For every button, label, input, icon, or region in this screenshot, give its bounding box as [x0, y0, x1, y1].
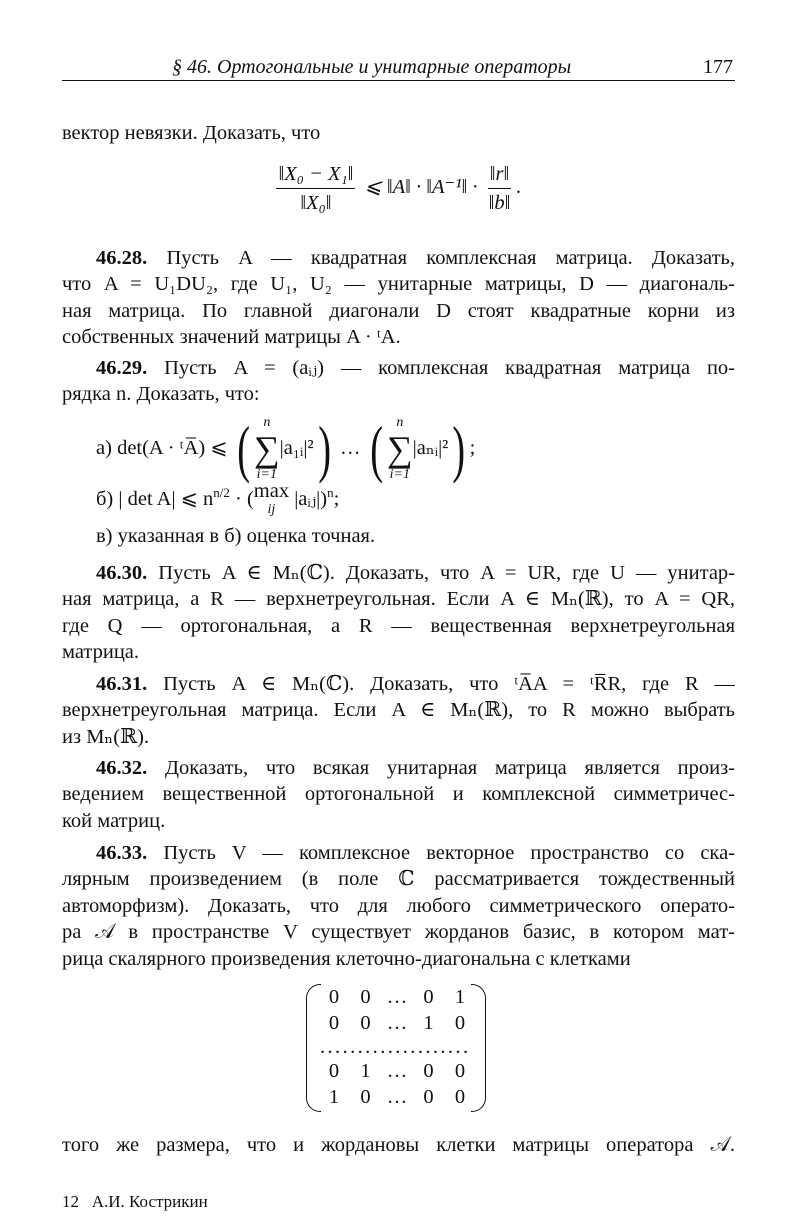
matrix-cell: 0	[423, 1060, 434, 1082]
problem-46-28	[62, 245, 735, 351]
matrix-dots-row: ....................	[320, 1038, 471, 1056]
problem-46-33	[62, 840, 735, 972]
text-line	[62, 560, 735, 586]
text-line	[62, 586, 735, 612]
line-text: из Mₙ(ℝ).	[62, 725, 150, 748]
text-line	[62, 808, 735, 834]
line-text: Пусть A = (aᵢⱼ) — комплексная квадратная матрица по-	[164, 357, 735, 379]
text-line	[62, 355, 735, 381]
text-line	[62, 755, 735, 781]
problem-46-32	[62, 755, 735, 834]
anti-diagonal-matrix	[306, 984, 486, 1112]
denominator: ‖X₀‖	[300, 192, 332, 214]
matrix-row	[320, 1010, 474, 1036]
item-b-post: |aᵢⱼ|)	[294, 487, 328, 510]
max-subscript: ij	[267, 502, 276, 517]
item-b-pre: | det A| ⩽ n	[118, 487, 214, 510]
fraction	[487, 160, 513, 217]
line-text: ная матрица, а R — верхнетреугольная. Если A ∈ Mₙ(ℝ), то A = QR,	[62, 588, 735, 611]
text-line	[62, 919, 735, 945]
matrix-cell: 0	[454, 1060, 466, 1082]
line-text: рица скалярного произведения клеточно-диагональна с клетками	[62, 947, 631, 970]
text-line	[62, 893, 735, 919]
matrix-row	[320, 984, 474, 1010]
norm-inequality-formula	[0, 160, 794, 217]
matrix-cell: 1	[360, 1060, 371, 1082]
matrix-cell: 0	[360, 1012, 371, 1034]
sum-term: |a₁ᵢ|²	[279, 437, 314, 459]
matrix-cell: 0	[328, 986, 340, 1008]
item-a	[96, 410, 475, 486]
line-text: лярным произведением (в поле ℂ рассматривается тождественный	[62, 868, 735, 891]
text-line	[62, 840, 735, 866]
sigma-icon: ∑	[386, 429, 413, 470]
problem-46-30	[62, 560, 735, 666]
left-paren: (	[236, 413, 250, 485]
ellipsis: …	[340, 437, 361, 459]
text-line	[62, 781, 735, 807]
matrix-cell: …	[386, 1012, 408, 1034]
closing-paragraph	[62, 1132, 735, 1158]
item-c: в) указанная в б) оценка точная.	[96, 525, 376, 547]
sum	[254, 414, 280, 484]
line-text: Пусть A — квадратная комплексная матрица. Доказать,	[166, 247, 735, 269]
formula-end: .	[516, 176, 522, 199]
text-line	[62, 245, 735, 271]
formula-middle: ⩽ ‖A‖ · ‖A⁻¹‖ ·	[364, 176, 478, 199]
text-line: вектор невязки. Доказать, что	[62, 122, 321, 144]
line-text: Пусть A ∈ Mₙ(ℂ). Доказать, что A = UR, где U — унитар-	[158, 562, 735, 584]
fraction	[276, 160, 355, 217]
text-line	[62, 946, 735, 972]
text-line: того же размера, что и жордановы клетки матрицы оператора 𝒜.	[62, 1134, 735, 1156]
item-label: б)	[96, 487, 114, 510]
problem-number: 46.33.	[96, 842, 148, 864]
text-line	[62, 381, 735, 407]
sum-lower: i=1	[389, 467, 410, 483]
sum-upper: n	[396, 415, 404, 431]
footer	[62, 1192, 208, 1212]
item-b-mid: · (	[229, 487, 254, 510]
line-text: матрица.	[62, 641, 140, 664]
matrix-cell: 0	[328, 1060, 340, 1082]
sum-upper: n	[263, 415, 271, 431]
numerator: ‖X₀ − X₁‖	[276, 160, 355, 189]
matrix-cell: 0	[423, 1086, 434, 1108]
right-paren: )	[317, 413, 331, 485]
matrix-cell: 0	[360, 1086, 371, 1108]
text-line	[62, 724, 735, 750]
matrix-cell: …	[386, 1060, 408, 1082]
sum	[387, 414, 413, 484]
problem-number: 46.29.	[96, 357, 148, 379]
footer-author: А.И. Кострикин	[91, 1192, 208, 1211]
matrix-cell: …	[386, 986, 408, 1008]
matrix-cell: 1	[423, 1012, 434, 1034]
matrix-cell: 0	[454, 1086, 466, 1108]
text-line	[62, 866, 735, 892]
line-text: где Q — ортогональная, а R — вещественная верхнетреугольная	[62, 614, 735, 637]
line-text: ная матрица. По главной диагонали D стоят квадратные корни из	[62, 299, 735, 322]
item-a-left: det(A · ᵗA̅) ⩽	[117, 437, 228, 459]
signature-number: 12	[62, 1192, 79, 1211]
text-line	[62, 324, 735, 350]
left-paren: (	[369, 413, 383, 485]
line-text: ра 𝒜 в пространстве V существует жорданов базис, в котором мат-	[62, 921, 735, 944]
line-text: Пусть V — комплексное векторное пространство со ска-	[163, 842, 735, 864]
item-label: а)	[96, 437, 112, 459]
intro-paragraph	[62, 120, 735, 146]
matrix-row	[320, 1084, 474, 1110]
running-header	[62, 56, 735, 81]
page-number: 177	[703, 56, 733, 78]
problem-number: 46.28.	[96, 247, 148, 269]
problem-number: 46.32.	[96, 757, 148, 779]
line-text: верхнетреугольная матрица. Если A ∈ Mₙ(ℝ), то R можно выбрать	[62, 699, 735, 722]
line-text: ведением вещественной ортогональной и комплексной симметричес-	[62, 783, 735, 806]
max-label: max	[253, 480, 290, 502]
line-text: кой матриц.	[62, 809, 166, 832]
item-b	[96, 480, 339, 518]
matrix-cell: 0	[360, 986, 371, 1008]
problem-number: 46.30.	[96, 562, 148, 584]
line-text: Доказать, что всякая унитарная матрица является произ-	[165, 757, 735, 779]
problem-46-31	[62, 671, 735, 750]
sum-term: |aₙᵢ|²	[412, 437, 449, 459]
problem-number: 46.31.	[96, 673, 148, 695]
numerator: ‖r‖	[488, 160, 512, 189]
exponent: n/2	[213, 485, 230, 500]
matrix-cell: …	[386, 1086, 408, 1108]
exponent: n	[327, 485, 334, 500]
header-title: § 46. Ортогональные и унитарные операторы	[172, 56, 572, 78]
text-line	[62, 671, 735, 697]
matrix-left-bracket	[306, 984, 321, 1112]
matrix-cell: 1	[328, 1086, 340, 1108]
line-text: автоморфизм). Доказать, что для любого симметрического операто-	[62, 894, 735, 917]
item-end: ;	[333, 487, 340, 510]
right-paren: )	[452, 413, 466, 485]
max-operator	[254, 480, 289, 518]
line-text: Пусть A ∈ Mₙ(ℂ). Доказать, что ᵗA̅A = ᵗR̅R, где R —	[163, 673, 735, 695]
text-line	[62, 271, 735, 297]
text-line	[62, 298, 735, 324]
text-line	[62, 613, 735, 639]
sum-lower: i=1	[256, 467, 277, 483]
sigma-icon: ∑	[253, 429, 280, 470]
line-text: рядка n. Доказать, что:	[62, 383, 260, 406]
matrix-cell: 0	[454, 1012, 466, 1034]
text-line	[62, 697, 735, 723]
matrix-row	[320, 1058, 474, 1084]
item-end: ;	[469, 437, 476, 459]
matrix-cell: 0	[328, 1012, 340, 1034]
matrix-cell: 1	[454, 986, 466, 1008]
text-line	[62, 639, 735, 665]
matrix-cell: 0	[423, 986, 434, 1008]
problem-46-29	[62, 355, 735, 408]
line-text: собственных значений матрицы A · ᵗA.	[62, 326, 401, 349]
denominator: ‖b‖	[488, 192, 511, 214]
line-text: что A = U₁DU₂, где U₁, U₂ — унитарные матрицы, D — диагональ-	[62, 273, 735, 296]
